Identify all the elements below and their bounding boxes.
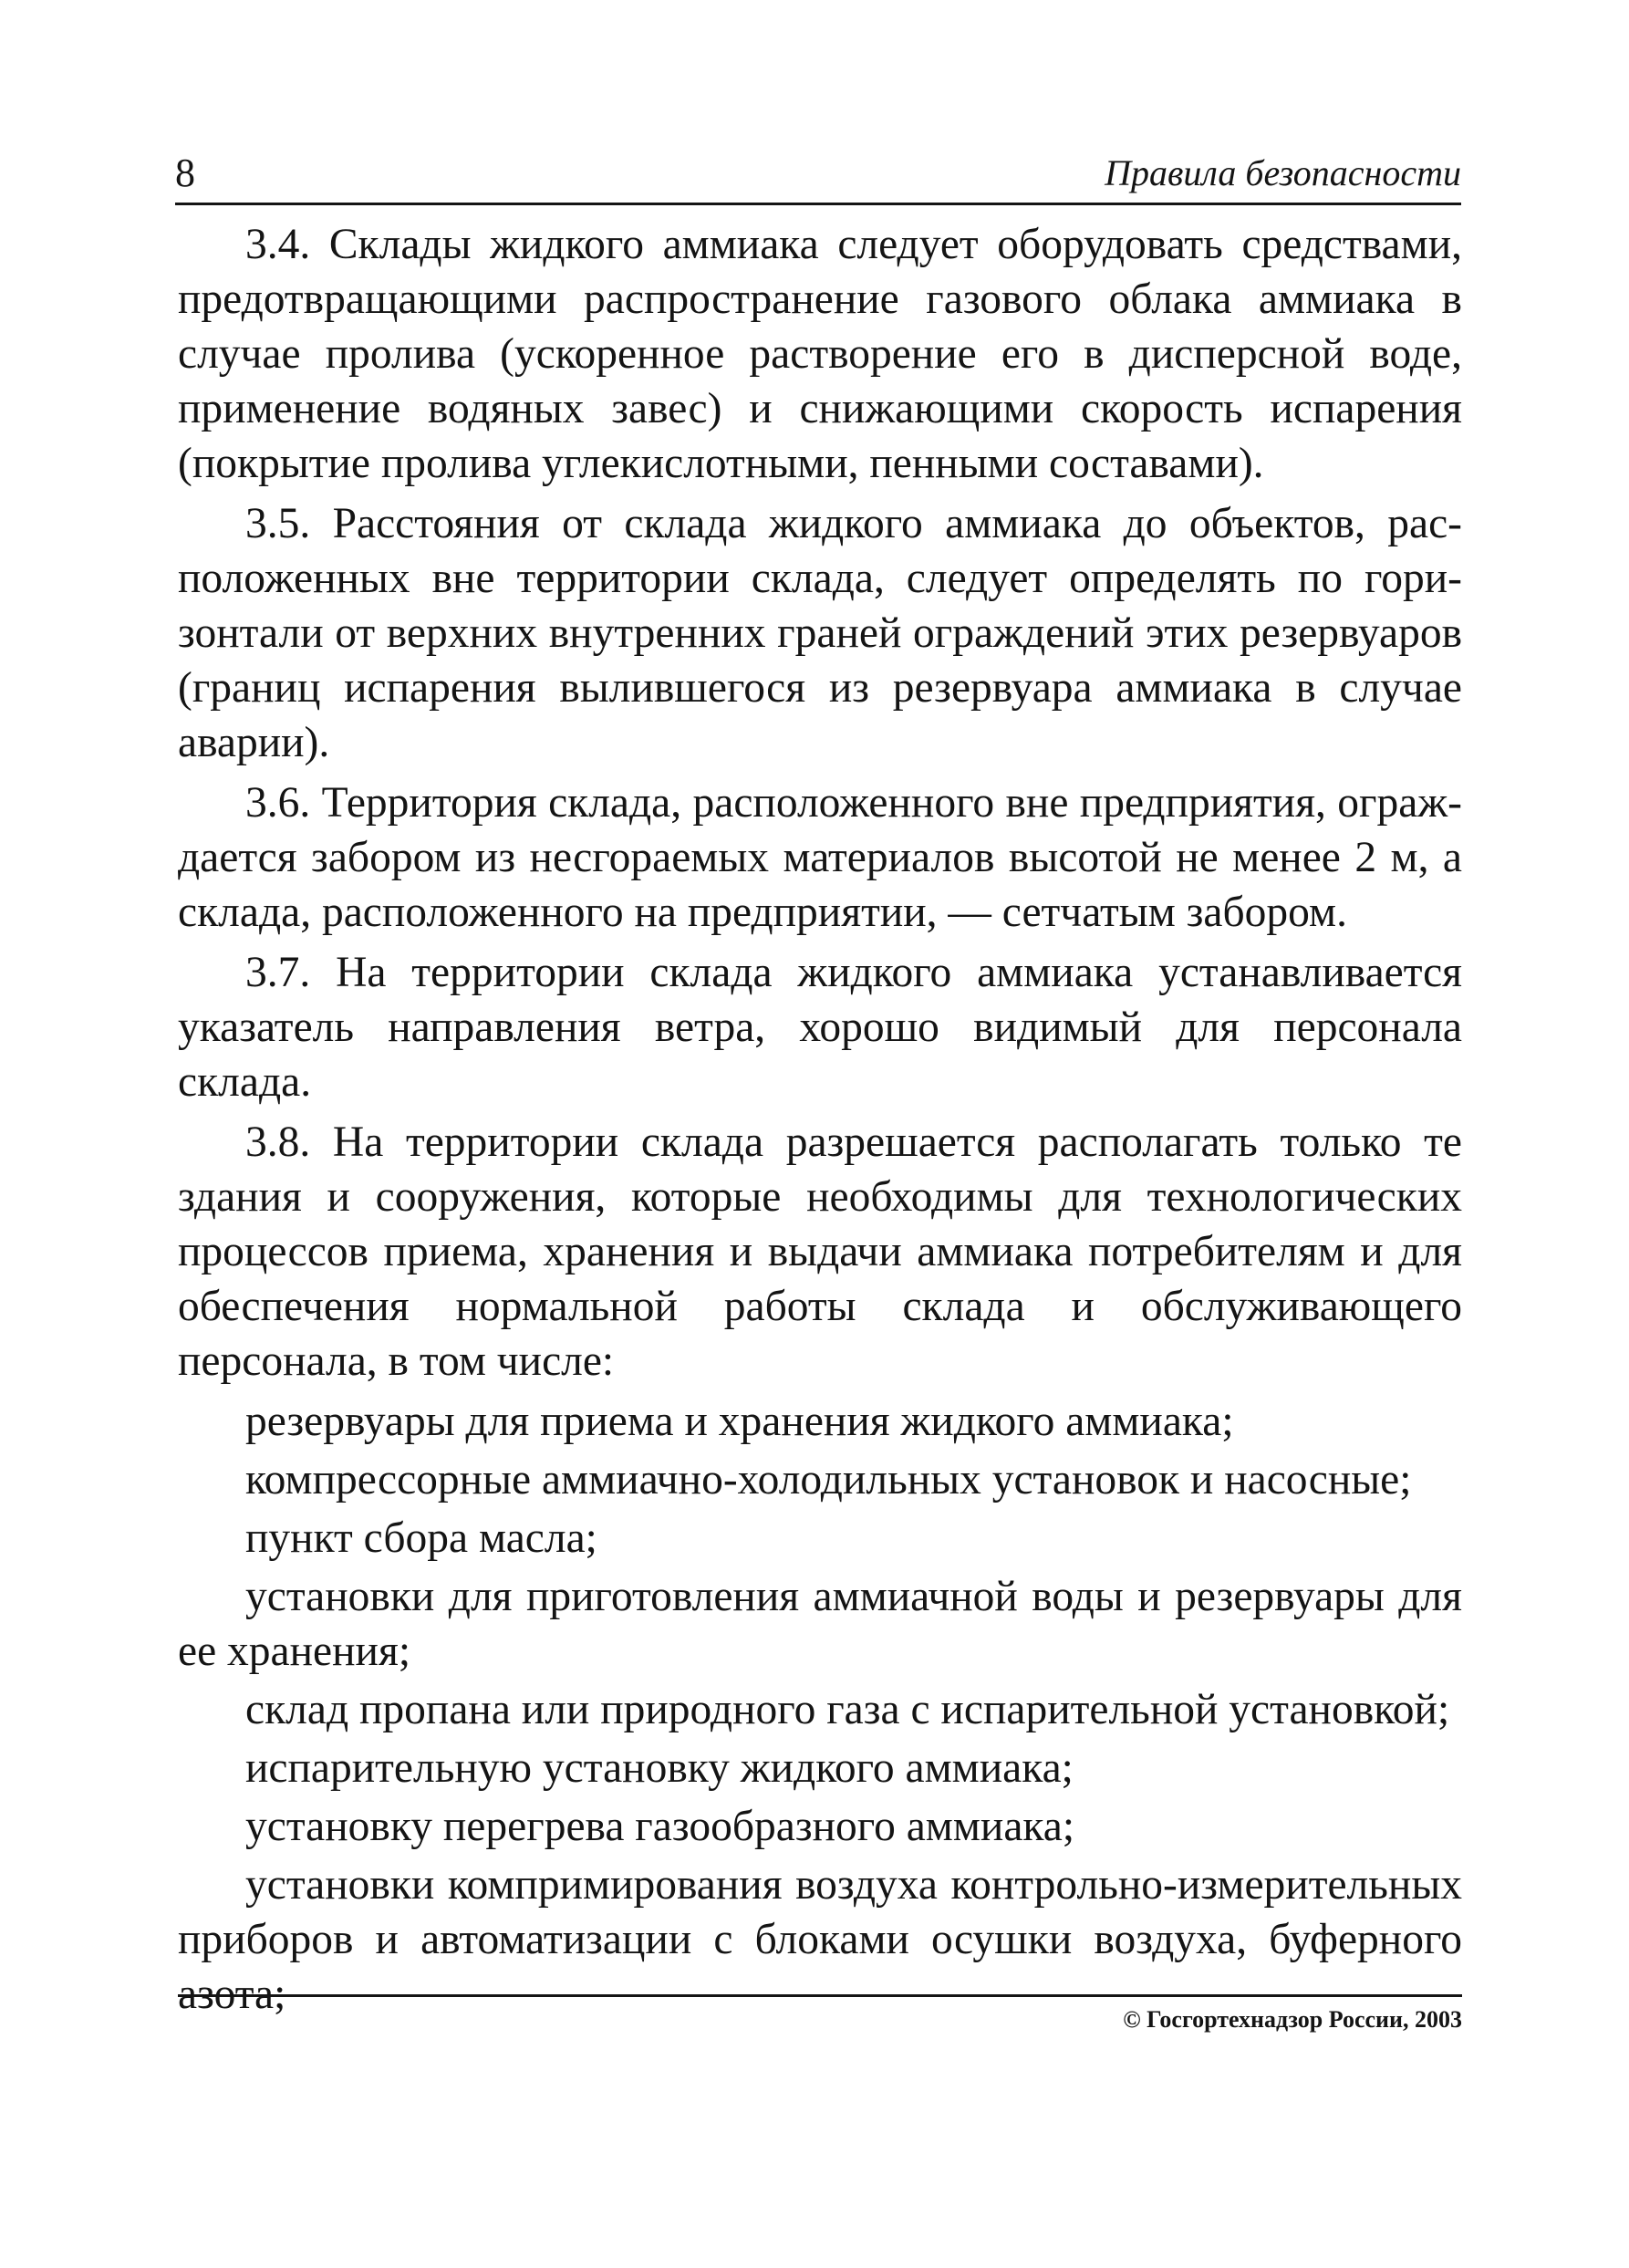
paragraph-3-8: 3.8. На территории склада разрешается располагать только те здания и сооружения, которые необходимы для технологических процессов приема, хранения и выдачи аммиака потребителям и для обеспечения нормальной работы склада и обслуживающего персонала, в том числе: [178, 1118, 1462, 1385]
list-item: пункт сбора масла; [245, 1514, 597, 1562]
paragraph-3-5: 3.5. Расстояния от склада жидкого аммиака до объектов, расположенных вне территории склада, следует определять по горизонтали от верхних внутренних граней ограждений этих резервуаров (границ испарения вылившегося из резервуара аммиака в случае аварии). [178, 500, 1462, 766]
running-title: Правила безопасности [1105, 152, 1461, 193]
footer-divider [178, 1994, 1462, 1997]
list-item: резервуары для приема и хранения жидкого аммиака; [245, 1398, 1234, 1445]
paragraph-3-4: 3.4. Склады жидкого аммиака следует оборудовать средствами, предотвращающими распространение газового облака аммиака в случае пролива (ускоренное растворение его в дисперсной воде, применение водяных завес) и снижающими скорость испарения (покрытие пролива углекислотными, пенными составами). [178, 221, 1462, 487]
paragraph-3-6: 3.6. Территория склада, расположенного вне предприятия, ограждается забором из несгораемых материалов высотой не менее 2 м, а склада, расположенного на предприятии, — сетчатым забором. [178, 779, 1462, 936]
copyright-notice: © Госгортехнадзор России, 2003 [1123, 2006, 1462, 2033]
list-item: установки компримирования воздуха контрольно-измерительных приборов и автоматизации с блоками осушки воздуха, буферного азота; [178, 1861, 1462, 2018]
list-item: компрессорные аммиачно-холодильных установок и насосные; [245, 1456, 1412, 1503]
page-number: 8 [175, 151, 195, 195]
list-item: испарительную установку жидкого аммиака; [245, 1744, 1074, 1792]
list-item: установки для приготовления аммиачной воды и резервуары для ее хранения; [178, 1573, 1462, 1675]
list-item: установку перегрева газообразного аммиака; [245, 1803, 1075, 1850]
page-header [175, 146, 1461, 205]
paragraph-3-7: 3.7. На территории склада жидкого аммиака устанавливается указатель направления ветра, хорошо видимый для персонала склада. [178, 949, 1462, 1106]
list-item: склад пропана или природного газа с испарительной установкой; [245, 1686, 1450, 1733]
body-text [178, 217, 1462, 2025]
